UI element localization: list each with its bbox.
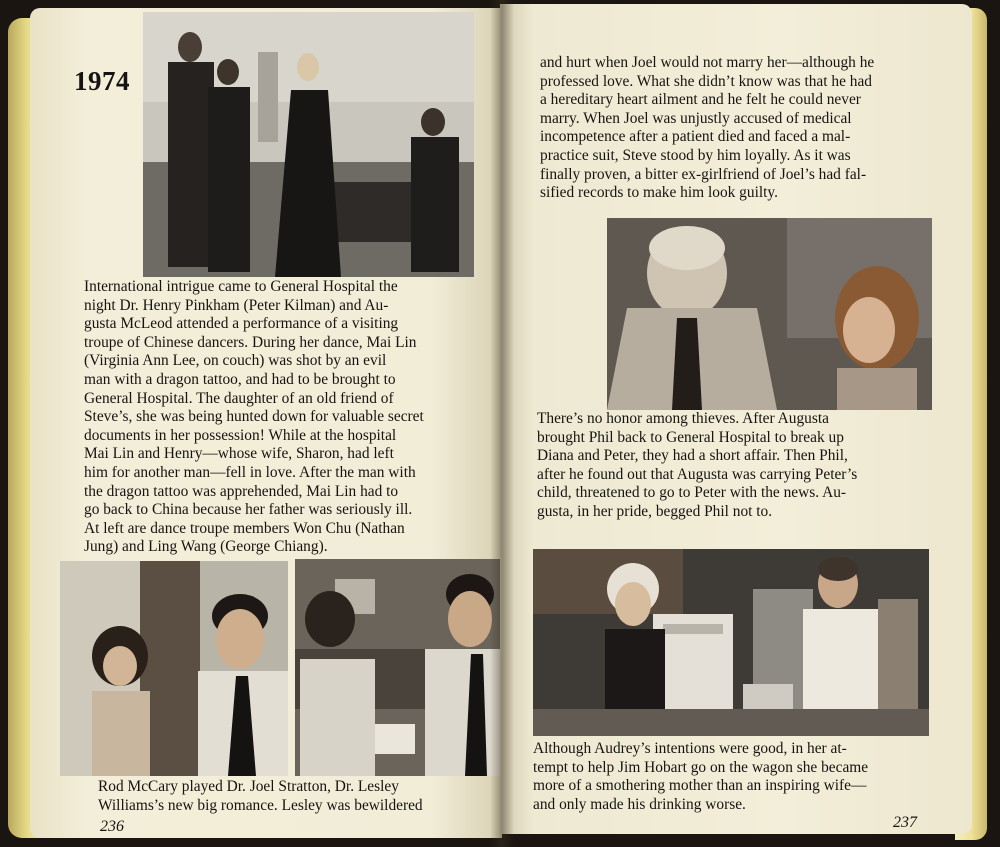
caption-line: gusta, in her pride, begged Phil not to. [537, 502, 773, 520]
caption-line: Steve’s, she was being hunted down for valuable secret [84, 408, 424, 426]
text-line: incompetence after a patient died and faced a mal- [540, 128, 851, 146]
photo-audrey-jim-kitchen [533, 549, 929, 736]
photo-two-doctors-image [295, 559, 502, 776]
caption-line: (Virginia Ann Lee, on couch) was shot by an evil [84, 352, 387, 370]
caption-line: General Hospital. The daughter of an old friend of [84, 389, 394, 407]
text-line: finally proven, a bitter ex-girlfriend of Joel’s had fal- [540, 165, 867, 183]
photo-dancers-hospital [143, 12, 474, 277]
photo-two-doctors [295, 559, 502, 776]
caption-line: International intrigue came to General Hospital the [84, 278, 398, 295]
photo-augusta-phil [607, 218, 932, 410]
main-caption [84, 278, 496, 557]
caption-line: Jung) and Ling Wang (George Chiang). [84, 538, 328, 556]
right-page [500, 4, 972, 834]
caption-line: There’s no honor among thieves. After Augusta [537, 410, 829, 427]
caption-line: troupe of Chinese dancers. During her dance, Mai Lin [84, 333, 417, 351]
caption-line: him for another man—fell in love. After the man with [84, 463, 416, 481]
caption-line: tempt to help Jim Hobart go on the wagon she became [533, 758, 869, 776]
caption-line: At left are dance troupe members Won Chu (Nathan [84, 519, 405, 537]
bottom-caption [98, 778, 498, 815]
text-line: and hurt when Joel would not marry her—although he [540, 54, 875, 71]
caption-line: brought Phil back to General Hospital to break up [537, 428, 844, 446]
book-gutter [490, 0, 514, 847]
caption-line: night Dr. Henry Pinkham (Peter Kilman) and Au- [84, 296, 389, 314]
caption-line: documents in her possession! While at the hospital [84, 426, 397, 444]
photo-lesley-joel-image [60, 561, 288, 776]
caption-line: gusta McLeod attended a performance of a visiting [84, 315, 399, 333]
caption-line: and only made his drinking worse. [533, 795, 746, 813]
caption-line: Diana and Peter, they had a short affair. Then Phil, [537, 447, 848, 465]
photo-augusta-phil-image [607, 218, 932, 410]
left-page [30, 8, 502, 838]
caption-line: more of a smothering mother than an inspiring wife— [533, 777, 867, 795]
text-line: sified records to make him look guilty. [540, 184, 778, 202]
text-line: marry. When Joel was unjustly accused of medical [540, 109, 852, 127]
caption-line: man with a dragon tattoo, and had to be brought to [84, 370, 396, 388]
caption-line: go back to China because her father was seriously ill. [84, 501, 413, 519]
caption-line: the dragon tattoo was apprehended, Mai Lin had to [84, 482, 399, 500]
page-number-right: 237 [893, 814, 917, 831]
year-heading: 1974 [74, 66, 130, 96]
bottom-caption [533, 740, 945, 814]
caption-line: Rod McCary played Dr. Joel Stratton, Dr. Lesley [98, 778, 399, 795]
text-line: practice suit, Steve stood by him loyally. As it was [540, 146, 851, 164]
photo-audrey-jim-kitchen-image [533, 549, 929, 736]
caption-line: child, threatened to go to Peter with the news. Au- [537, 484, 847, 502]
caption-line: Mai Lin and Henry—whose wife, Sharon, had left [84, 445, 394, 463]
caption-line: Williams’s new big romance. Lesley was bewildered [98, 796, 423, 814]
caption-line: after he found out that Augusta was carrying Peter’s [537, 465, 858, 483]
photo-dancers-hospital-image [143, 12, 474, 277]
text-line: professed love. What she didn’t know was that he had [540, 72, 872, 90]
page-number-left: 236 [100, 818, 124, 835]
caption-line: Although Audrey’s intentions were good, in her at- [533, 740, 847, 757]
text-line: a hereditary heart ailment and he felt he could never [540, 91, 861, 109]
middle-caption [537, 410, 945, 522]
photo-lesley-joel [60, 561, 288, 776]
continued-text [540, 54, 942, 203]
